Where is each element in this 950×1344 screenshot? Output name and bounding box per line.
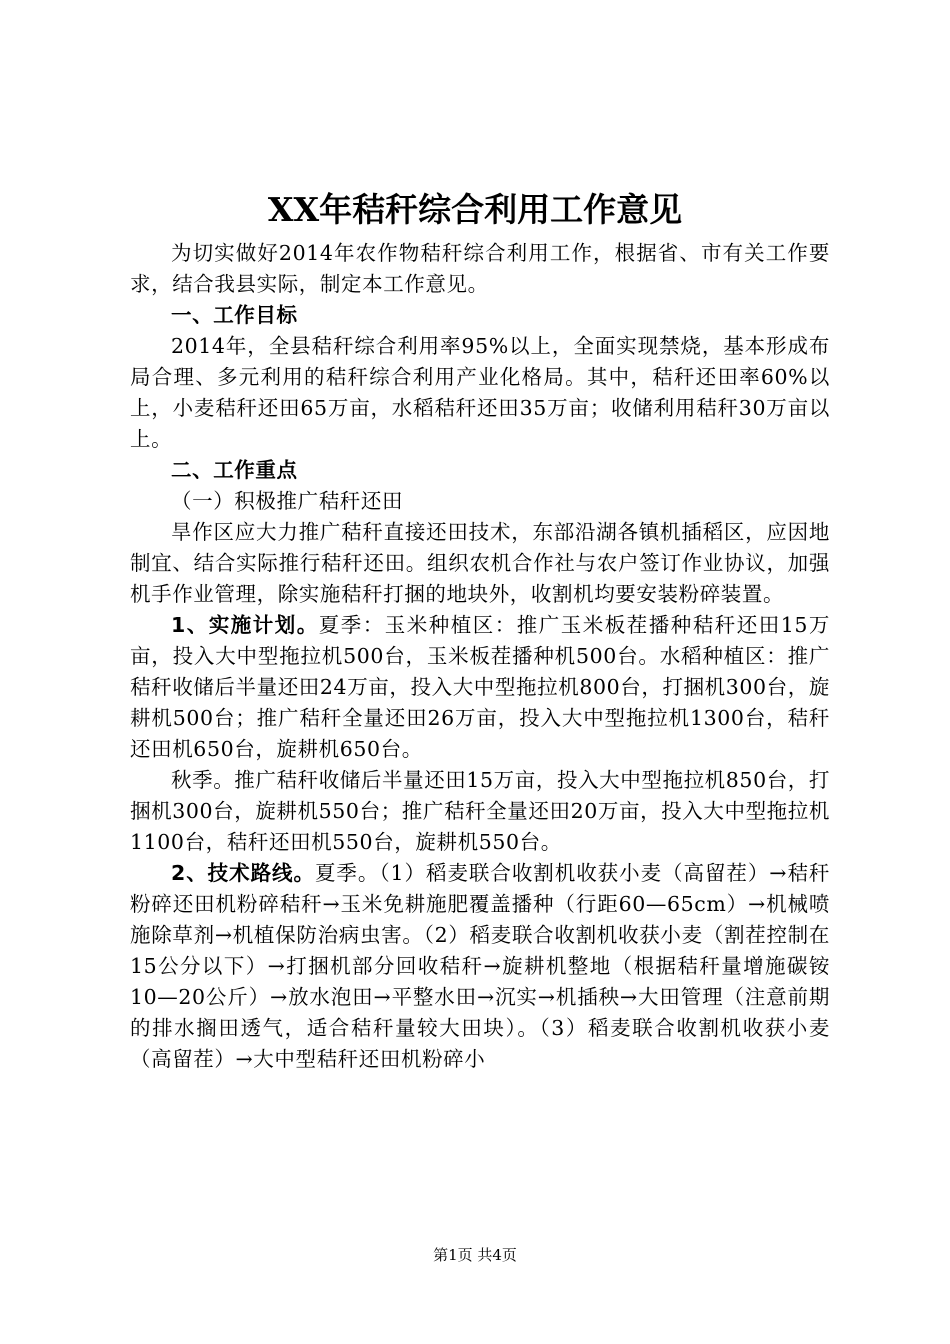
route-lead: 2、技术路线。 bbox=[171, 861, 315, 885]
goals-paragraph: 2014年，全县秸秆综合利用率95%以上，全面实现禁烧，基本形成布局合理、多元利用的秸秆综合利用产业化格局。其中，秸秆还田率60%以上，小麦秸秆还田65万亩，水稻秸秆还田35万亩；收储利用秸秆30万亩以上。 bbox=[130, 334, 830, 451]
intro-paragraph: 为切实做好2014年农作物秸秆综合利用工作，根据省、市有关工作要求，结合我县实际，制定本工作意见。 bbox=[130, 241, 830, 296]
page-footer: 第1页 共4页 bbox=[433, 1246, 517, 1264]
document-body bbox=[130, 238, 830, 1075]
plan-paragraph bbox=[130, 610, 830, 765]
section-heading-goals: 一、工作目标 bbox=[171, 303, 298, 327]
route-text: 夏季。（1）稻麦联合收割机收获小麦（高留茬）→秸秆粉碎还田机粉碎秸秆→玉米免耕施肥覆盖播种（行距60—65cm）→机械喷施除草剂→机植保防治病虫害。（2）稻麦联合收割机收获小麦（割茬控制在15公分以下）→打捆机部分回收秸秆→旋耕机整地（根据秸秆量增施碳铵10—20公斤）→放水泡田→平整水田→沉实→机插秧→大田管理（注意前期的排水搁田透气，适合秸秆量较大田块）。（3）稻麦联合收割机收获小麦（高留茬）→大中型秸秆还田机粉碎小 bbox=[130, 861, 831, 1071]
straw-return-paragraph: 旱作区应大力推广秸秆直接还田技术，东部沿湖各镇机插稻区，应因地制宜、结合实际推行秸秆还田。组织农机合作社与农户签订作业协议，加强机手作业管理，除实施秸秆打捆的地块外，收割机均要安装粉碎装置。 bbox=[130, 520, 830, 606]
autumn-paragraph: 秋季。推广秸秆收储后半量还田15万亩，投入大中型拖拉机850台，打捆机300台，旋耕机550台；推广秸秆全量还田20万亩，投入大中型拖拉机1100台，秸秆还田机550台，旋耕机550台。 bbox=[130, 768, 831, 854]
subsection-heading-straw-return: （一）积极推广秸秆还田 bbox=[171, 489, 404, 513]
document-title: XX年秸秆综合利用工作意见 bbox=[267, 190, 683, 229]
plan-lead: 1、实施计划。 bbox=[171, 613, 319, 637]
plan-text: 夏季：玉米种植区：推广玉米板茬播种秸秆还田15万亩，投入大中型拖拉机500台，玉米板茬播种机500台。水稻种植区：推广秸秆收储后半量还田24万亩，投入大中型拖拉机800台，打捆机300台，旋耕机500台；推广秸秆全量还田26万亩，投入大中型拖拉机1300台，秸秆还田机650台，旋耕机650台。 bbox=[130, 613, 831, 761]
section-heading-priorities: 二、工作重点 bbox=[171, 458, 298, 482]
route-paragraph bbox=[130, 858, 830, 1075]
